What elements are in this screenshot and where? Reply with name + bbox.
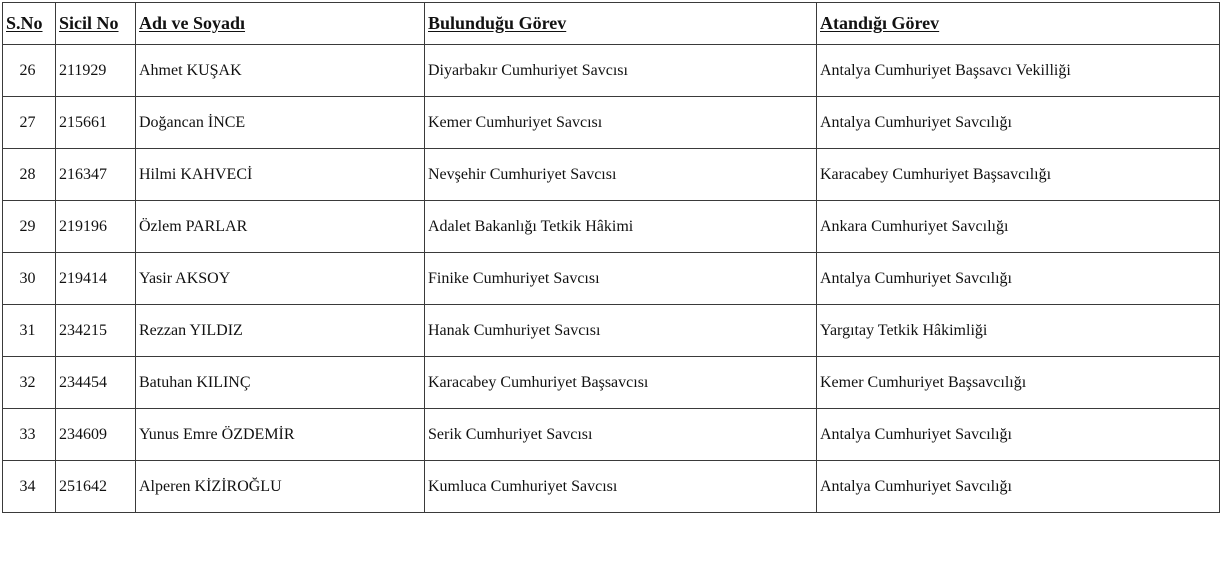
cell-name: Ahmet KUŞAK <box>136 45 425 97</box>
cell-current-post: Kumluca Cumhuriyet Savcısı <box>425 461 817 513</box>
cell-assigned-post: Antalya Cumhuriyet Savcılığı <box>817 461 1220 513</box>
cell-current-post: Hanak Cumhuriyet Savcısı <box>425 305 817 357</box>
assignment-table <box>2 2 1220 513</box>
cell-sicil-no: 211929 <box>56 45 136 97</box>
cell-current-post: Nevşehir Cumhuriyet Savcısı <box>425 149 817 201</box>
cell-name: Özlem PARLAR <box>136 201 425 253</box>
cell-sicil-no: 234454 <box>56 357 136 409</box>
cell-assigned-post: Yargıtay Tetkik Hâkimliği <box>817 305 1220 357</box>
cell-sicil-no: 219414 <box>56 253 136 305</box>
header-sno: S.No <box>3 3 56 45</box>
cell-sno: 33 <box>3 409 56 461</box>
table-row <box>3 253 1220 305</box>
cell-sno: 27 <box>3 97 56 149</box>
cell-current-post: Finike Cumhuriyet Savcısı <box>425 253 817 305</box>
cell-sicil-no: 216347 <box>56 149 136 201</box>
cell-name: Batuhan KILINÇ <box>136 357 425 409</box>
cell-current-post: Adalet Bakanlığı Tetkik Hâkimi <box>425 201 817 253</box>
table-row <box>3 201 1220 253</box>
cell-sicil-no: 234215 <box>56 305 136 357</box>
cell-sno: 34 <box>3 461 56 513</box>
cell-assigned-post: Ankara Cumhuriyet Savcılığı <box>817 201 1220 253</box>
table-row <box>3 357 1220 409</box>
cell-sno: 26 <box>3 45 56 97</box>
cell-sno: 31 <box>3 305 56 357</box>
cell-name: Yunus Emre ÖZDEMİR <box>136 409 425 461</box>
header-name: Adı ve Soyadı <box>136 3 425 45</box>
cell-name: Rezzan YILDIZ <box>136 305 425 357</box>
table-row <box>3 461 1220 513</box>
header-row <box>3 3 1220 45</box>
table-row <box>3 305 1220 357</box>
cell-name: Yasir AKSOY <box>136 253 425 305</box>
cell-name: Alperen KİZİROĞLU <box>136 461 425 513</box>
cell-assigned-post: Antalya Cumhuriyet Savcılığı <box>817 253 1220 305</box>
cell-sicil-no: 251642 <box>56 461 136 513</box>
cell-assigned-post: Karacabey Cumhuriyet Başsavcılığı <box>817 149 1220 201</box>
header-sicil-no: Sicil No <box>56 3 136 45</box>
cell-sicil-no: 219196 <box>56 201 136 253</box>
cell-name: Hilmi KAHVECİ <box>136 149 425 201</box>
cell-sno: 29 <box>3 201 56 253</box>
cell-assigned-post: Antalya Cumhuriyet Başsavcı Vekilliği <box>817 45 1220 97</box>
cell-current-post: Diyarbakır Cumhuriyet Savcısı <box>425 45 817 97</box>
table-row <box>3 149 1220 201</box>
table-row <box>3 409 1220 461</box>
cell-sno: 30 <box>3 253 56 305</box>
table-row <box>3 97 1220 149</box>
table-body <box>3 45 1220 513</box>
cell-sicil-no: 234609 <box>56 409 136 461</box>
cell-sno: 28 <box>3 149 56 201</box>
cell-assigned-post: Antalya Cumhuriyet Savcılığı <box>817 409 1220 461</box>
cell-sno: 32 <box>3 357 56 409</box>
cell-current-post: Kemer Cumhuriyet Savcısı <box>425 97 817 149</box>
header-current-post: Bulunduğu Görev <box>425 3 817 45</box>
cell-current-post: Serik Cumhuriyet Savcısı <box>425 409 817 461</box>
cell-name: Doğancan İNCE <box>136 97 425 149</box>
cell-sicil-no: 215661 <box>56 97 136 149</box>
cell-current-post: Karacabey Cumhuriyet Başsavcısı <box>425 357 817 409</box>
header-assigned-post: Atandığı Görev <box>817 3 1220 45</box>
cell-assigned-post: Kemer Cumhuriyet Başsavcılığı <box>817 357 1220 409</box>
table-row <box>3 45 1220 97</box>
cell-assigned-post: Antalya Cumhuriyet Savcılığı <box>817 97 1220 149</box>
